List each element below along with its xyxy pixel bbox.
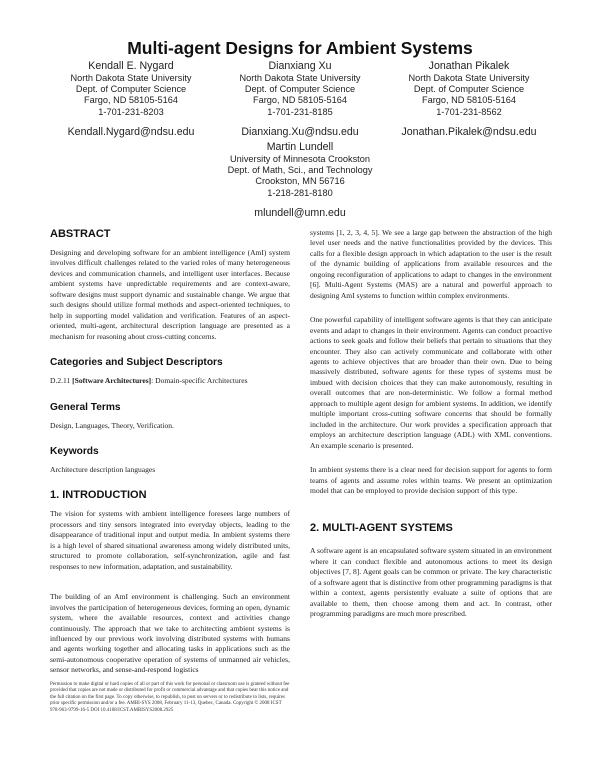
multi-agent-systems-heading: 2. MULTI-AGENT SYSTEMS [310,522,453,535]
author-name: Kendall E. Nygard [88,60,174,72]
author-university: North Dakota State University [239,73,361,83]
author-phone: 1-701-231-8562 [436,106,502,117]
author-email: Dianxiang.Xu@ndsu.edu [241,125,359,138]
author-email: Kendall.Nygard@ndsu.edu [67,125,195,138]
right-paragraph-1: systems [1, 2, 3, 4, 5]. We see a large gap between the abstraction of the high level user needs and the native functionalities provided by the devices. This calls for a flexible design approach in which adaptation to the user is the result of the dynamic building of applications from available resources and the ongoing reconfiguration of applications to adapt to changes in the environment [6]. Multi-Agent Systems (MAS) are a natural and powerful approach to designing AmI systems to function within complex environments. [310,228,552,300]
right-paragraph-2: One powerful capability of intelligent software agents is that they can anticipate events and adapt to changes in their environment. Agents can conduct proactive actions to seek goals and follow their beliefs that pertain to situations that they encounter. They also can actively communicate and collaborate with other agents to achieve objectives that are broader than their own. Due to being massively distributed, software agents for these types of systems must be imbued with decision choices that they can make autonomously, resulting in overall outcomes that are non-deterministic. We follow a formal method approach to multiple agent design for ambient systems. In addition, we identify multiple important cross-cutting software concerns that should be formally included in the architecture. Our work provides a specification approach that employs an architecture description language (ADL) with XML conventions. An example scenario is presented. [310,315,552,450]
categories-code: D.2.11 [50,376,73,386]
general-terms-heading: General Terms [50,401,121,413]
author-phone: 1-701-231-8203 [98,106,164,117]
author-name: Martin Lundell [266,141,334,153]
keywords-heading: Keywords [50,445,99,457]
author-city: Fargo, ND 58105-5164 [253,95,347,106]
author-city: Fargo, ND 58105-5164 [84,95,178,106]
author-city: Fargo, ND 58105-5164 [422,95,516,106]
categories-text [50,376,290,386]
author-department: Dept. of Computer Science [413,84,525,95]
right-paragraph-4: A software agent is an encapsulated software system situated in an environment where it can conduct flexible and autonomous actions to meet its design objectives [7, 8]. Agent goals can be common or private. The key characteristic of a software agent that is distinctive from other programming paradigms is that within a context, agents persistently evaluate a suite of options that are available to them, then choose among them and act. In contrast, other programming paradigms are much more prescribed. [310,546,552,619]
abstract-text: Designing and developing software for an ambient intelligence (AmI) system involves difficult challenges related to the varied roles of many heterogeneous devices and communication channels, and intelligent user interfaces. Because ambient systems have unpredictable requirements and are context-aware, software designs must support dynamic and sustainable change. We argue that such designs should utilize formal methods and aspect-oriented techniques, to help in supporting model validation and verification. Features of an aspect-oriented, multi-agent, architectural description language are presented as a mechanism for reasoning about cross-cutting concerns. [50,248,290,341]
author-email: Jonathan.Pikalek@ndsu.edu [401,125,537,138]
author-block-lundell [200,141,400,219]
author-department: Dept. of Computer Science [244,84,356,95]
introduction-paragraph-1: The vision for systems with ambient intelligence foresees large numbers of processors and tiny sensors integrated into everyday objects, leading to the disappearance of traditional input and output media. In ambient systems there is a high level of shared situational awareness among widely distributed units, structured to promote collaboration, self-synchronization, agile and fast responses to new information, adaptation, and sustainability. [50,509,290,571]
author-email: mlundell@umn.edu [254,206,346,219]
author-university: University of Minnesota Crookston [230,154,370,164]
author-name: Dianxiang Xu [268,60,332,72]
author-city: Crookston, MN 56716 [255,176,345,187]
keywords-text: Architecture description languages [50,464,156,474]
general-terms-text: Design, Languages, Theory, Verification. [50,420,174,430]
author-name: Jonathan Pikalek [428,60,510,72]
right-column [310,228,552,620]
categories-rest: : Domain-specific Architectures [151,376,248,386]
author-phone: 1-218-281-8180 [267,187,333,198]
paper-title: Multi-agent Designs for Ambient Systems [127,38,473,58]
author-block-pikalek [369,60,569,138]
categories-bold: [Software Architectures] [72,376,152,386]
author-university: North Dakota State University [70,73,192,83]
introduction-paragraph-2: The building of an AmI environment is challenging. Such an environment involves the participation of heterogeneous devices, forming an open, dynamic system, where the available resources, context and activities change continuously. The approach that we take to architecting ambient systems is influenced by our previous work involving distributed systems with humans and agents working together and allocating tasks in applications such as the semi-autonomous cooperative operation of systems of unmanned air vehicles, sensor networks, and sense-and-respond logistics [50,592,290,675]
categories-heading: Categories and Subject Descriptors [50,357,223,369]
abstract-heading: ABSTRACT [50,228,111,240]
author-department: Dept. of Math, Sci., and Technology [227,165,373,176]
permission-notice: Permission to make digital or hard copies of all or part of this work for personal or classroom use is granted without fee provided that copies are not made or distributed for profit or commercial advantage and that copies bear this notice and the full citation on the first page. To copy otherwise, to republish, to post on servers or to redistribute to lists, requires prior specific permission and/or a fee. AMBI-SYS 2008, February 11-13, Quebec, Canada. Copyright © 2008 ICST 978-963-9799-16-5 DOI 10.4108/ICST.AMBISYS2008.2925 [50,682,290,713]
introduction-heading: 1. INTRODUCTION [50,489,147,502]
author-university: North Dakota State University [408,73,530,83]
right-paragraph-3: In ambient systems there is a clear need for decision support for agents to form teams of agents and assume roles within teams. We present an optimization model that can be employed to provide decision support of this type. [310,465,552,495]
author-department: Dept. of Computer Science [75,84,187,95]
left-column [50,228,290,676]
author-phone: 1-701-231-8185 [267,106,333,117]
